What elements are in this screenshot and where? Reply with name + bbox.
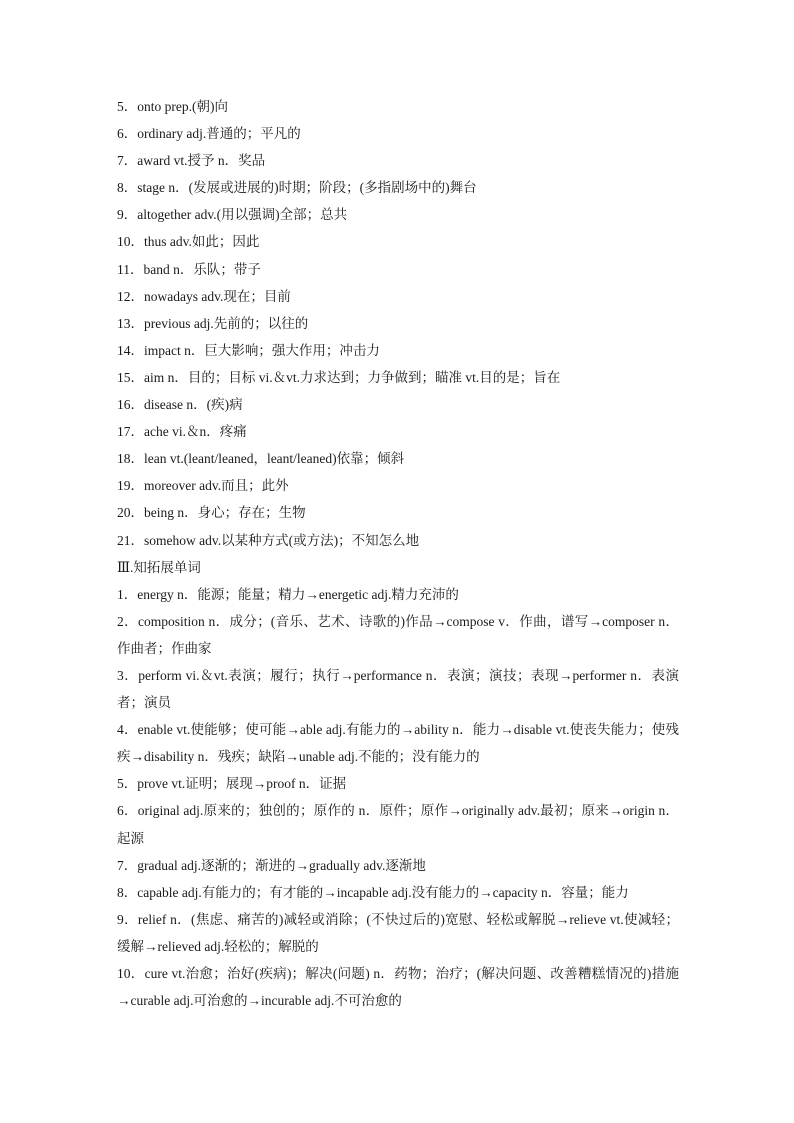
list-item: 5．onto prep.(朝)向	[117, 99, 228, 114]
list-item: 21．somehow adv.以某种方式(或方法)；不知怎么地	[117, 532, 420, 548]
list-item: 19．moreover adv.而且；此外	[117, 478, 289, 494]
list-item: 14．impact n．巨大影响；强大作用；冲击力	[117, 342, 380, 358]
list-item: 11．band n．乐队；带子	[117, 261, 261, 277]
list-item: 18．lean vt.(leant/leaned，leant/leaned)依靠；倾斜	[117, 451, 405, 467]
list-item: 7．award vt.授予 n．奖品	[117, 153, 266, 169]
list-item: 1．energy n．能源；能量；精力→energetic adj.精力充沛的	[117, 586, 459, 602]
list-item: 9．relief n．(焦虑、痛苦的)减轻或消除；(不快过后的)宽慰、轻松或解脱→relieve vt.使减轻；缓解→relieved adj.轻松的；解脱的	[117, 911, 679, 954]
list-item: 3．perform vi.＆vt.表演；履行；执行→performance n．表演；演技；表现→performer n．表演者；演员	[117, 667, 679, 711]
list-item: 5．prove vt.证明；展现→proof n．证据	[117, 776, 347, 792]
list-item: 4．enable vt.使能够；使可能→able adj.有能力的→ability n．能力→disable vt.使丧失能力；使残疾→disability n．残疾；缺陷→unable adj.不能的；没有能力的	[117, 722, 679, 765]
list-item: 10．cure vt.治愈；治好(疾病)；解决(问题) n．药物；治疗；(解决问题、改善糟糕情况的)措施→curable adj.可治愈的→incurable adj.不可治愈的	[117, 966, 679, 1009]
vocabulary-list	[117, 93, 679, 1014]
list-item: 16．disease n．(疾)病	[117, 397, 243, 413]
section-heading: Ⅲ.知拓展单词	[117, 559, 201, 575]
list-item: 15．aim n．目的；目标 vi.＆vt.力求达到；力争做到；瞄准 vt.目的是；旨在	[117, 369, 561, 385]
list-item: 20．being n．身心；存在；生物	[117, 505, 306, 521]
list-item: 8．stage n．(发展或进展的)时期；阶段；(多指剧场中的)舞台	[117, 180, 477, 196]
list-item: 6．original adj.原来的；独创的；原作的 n．原件；原作→originally adv.最初；原来→origin n．起源	[117, 803, 679, 846]
list-item: 10．thus adv.如此；因此	[117, 234, 260, 250]
list-item: 9．altogether adv.(用以强调)全部；总共	[117, 207, 348, 223]
list-item: 6．ordinary adj.普通的；平凡的	[117, 126, 301, 142]
list-item: 8．capable adj.有能力的；有才能的→incapable adj.没有能力的→capacity n．容量；能力	[117, 884, 629, 900]
list-item: 12．nowadays adv.现在；目前	[117, 288, 291, 304]
list-item: 13．previous adj.先前的；以往的	[117, 315, 309, 331]
list-item: 7．gradual adj.逐渐的；渐进的→gradually adv.逐渐地	[117, 857, 426, 873]
list-item: 17．ache vi.＆n．疼痛	[117, 424, 247, 440]
list-item: 2．composition n．成分；(音乐、艺术、诗歌的)作品→compose v．作曲，谱写→composer n．作曲者；作曲家	[117, 613, 679, 656]
